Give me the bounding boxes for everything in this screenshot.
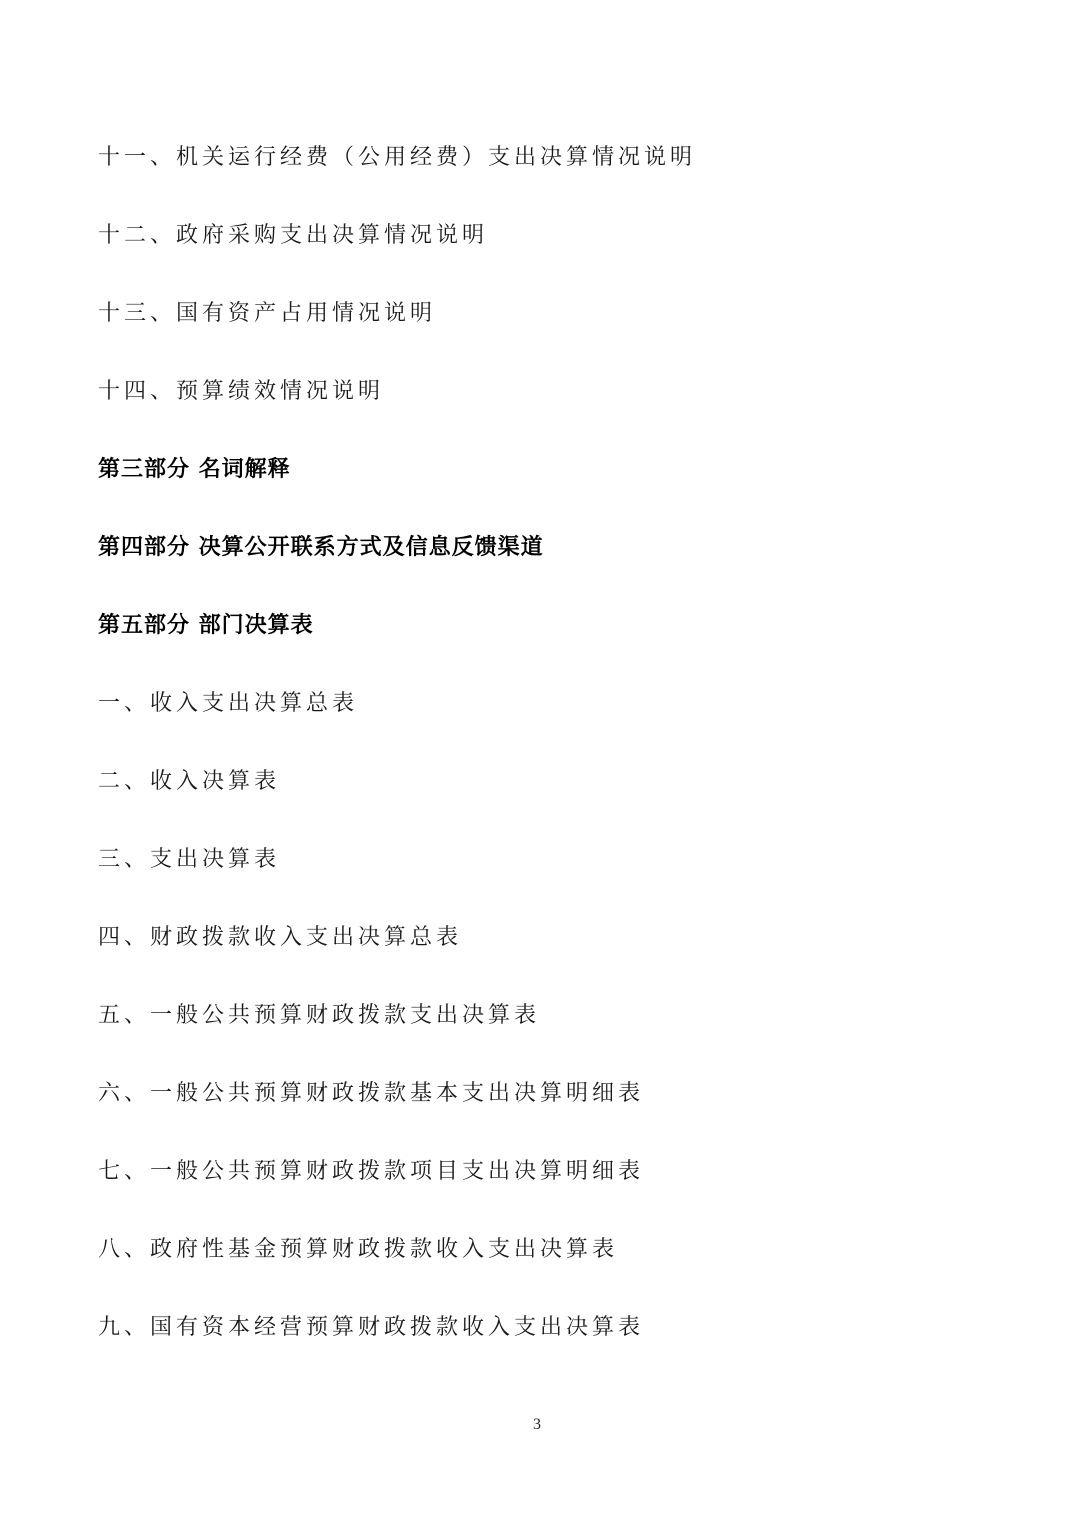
toc-section-part-5: 第五部分 部门决算表 [98, 613, 314, 638]
toc-table-8: 八、政府性基金预算财政拨款收入支出决算表 [98, 1237, 619, 1262]
toc-section-part-4: 第四部分 决算公开联系方式及信息反馈渠道 [98, 535, 544, 560]
toc-table-2: 二、收入决算表 [98, 769, 281, 794]
toc-table-5: 五、一般公共预算财政拨款支出决算表 [98, 1003, 541, 1028]
toc-table-1: 一、收入支出决算总表 [98, 691, 359, 716]
toc-item-12: 十二、政府采购支出决算情况说明 [98, 223, 489, 248]
toc-item-11: 十一、机关运行经费（公用经费）支出决算情况说明 [98, 145, 697, 170]
toc-item-13: 十三、国有资产占用情况说明 [98, 301, 437, 326]
toc-table-4: 四、财政拨款收入支出决算总表 [98, 925, 463, 950]
toc-item-14: 十四、预算绩效情况说明 [98, 379, 385, 404]
toc-table-9: 九、国有资本经营预算财政拨款收入支出决算表 [98, 1315, 645, 1340]
toc-table-6: 六、一般公共预算财政拨款基本支出决算明细表 [98, 1081, 645, 1106]
toc-table-7: 七、一般公共预算财政拨款项目支出决算明细表 [98, 1159, 645, 1184]
toc-section-part-3: 第三部分 名词解释 [98, 457, 291, 482]
page-number: 3 [533, 1416, 541, 1433]
toc-table-3: 三、支出决算表 [98, 847, 281, 872]
